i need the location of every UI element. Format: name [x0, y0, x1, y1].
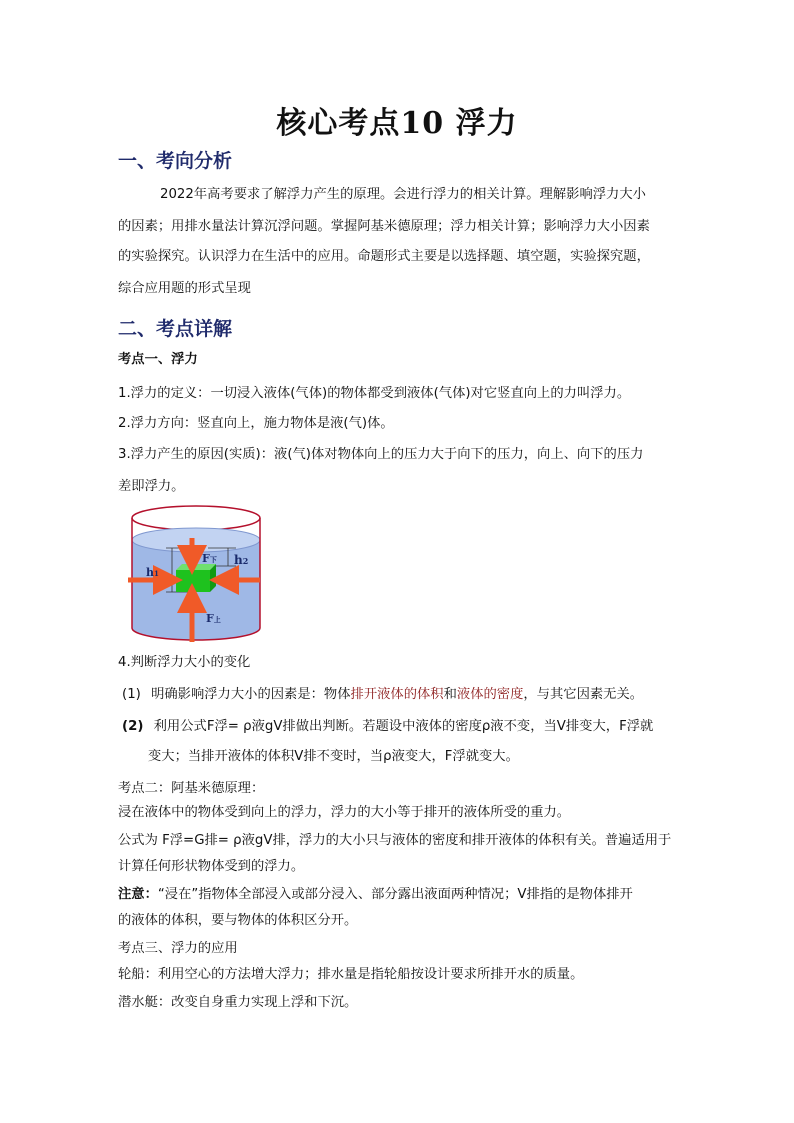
ship-application: 轮船：利用空心的方法增大浮力；排水量是指轮船按设计要求所排开水的质量。	[118, 967, 584, 982]
analysis-line-3: 的实验探究。认识浮力在生活中的应用。命题形式主要是以选择题、填空题，实验探究题，	[118, 249, 650, 264]
note-label: 注意：	[118, 887, 158, 902]
page-title: 核心考点10 浮力	[276, 106, 518, 141]
item-cause-line2: 差即浮力。	[118, 479, 185, 494]
judge-2-number: (2)	[122, 719, 144, 734]
section-heading-analysis: 一、考向分析	[118, 150, 233, 172]
cube-top-face	[176, 564, 216, 570]
judge-1-density: 液体的密度	[456, 687, 524, 702]
label-f-down: F下	[202, 552, 217, 565]
water-surface	[132, 528, 260, 552]
point3-title: 考点三、浮力的应用	[118, 941, 238, 956]
note-text: “浸在”指物体全部浸入或部分浸入、部分露出液面两种情况；V排指的是物体排开	[157, 887, 633, 902]
submarine-application: 潜水艇：改变自身重力实现上浮和下沉。	[118, 995, 358, 1010]
point2-statement: 浸在液体中的物体受到向上的浮力，浮力的大小等于排开的液体所受的重力。	[118, 805, 571, 820]
item-cause-line1: 3.浮力产生的原因(实质)：液(气)体对物体向上的压力大于向下的压力，向上、向下的压力	[118, 447, 644, 462]
cube-front-face	[176, 570, 210, 592]
formula-line2: 计算任何形状物体受到的浮力。	[118, 859, 305, 874]
label-f-up: F上	[206, 612, 221, 625]
judge-1	[122, 684, 643, 706]
label-h1: h1	[146, 566, 159, 579]
judge-1-volume: 排开液体的体积	[350, 687, 444, 702]
item-definition: 1.浮力的定义：一切浸入液体(气体)的物体都受到液体(气体)对它竖直向上的力叫浮力。	[118, 386, 631, 401]
judge-1-tail: ，与其它因素无关。	[523, 687, 644, 702]
judge-2-line2: 变大；当排开液体的体积V排不变时，当ρ液变大，F浮就变大。	[148, 749, 519, 764]
judge-1-number: (1)	[122, 687, 141, 702]
container-rim	[132, 506, 260, 530]
analysis-line-4: 综合应用题的形式呈现	[118, 281, 251, 296]
point1-title: 考点一、浮力	[118, 352, 198, 367]
item-judge-change: 4.判断浮力大小的变化	[118, 655, 251, 670]
note-line2: 的液体的体积，要与物体的体积区分开。	[118, 913, 358, 928]
judge-2-line1	[122, 716, 653, 738]
note-line1	[118, 884, 633, 906]
formula-line1: 公式为 F浮=G排= ρ液gV排，浮力的大小只与液体的密度和排开液体的体积有关。普遍适用于	[118, 833, 672, 848]
item-direction: 2.浮力方向：竖直向上，施力物体是液(气)体。	[118, 416, 394, 431]
label-h2: h2	[234, 553, 249, 567]
judge-1-lead: 明确影响浮力大小的因素是：物体	[151, 687, 351, 702]
point2-title: 考点二：阿基米德原理：	[118, 781, 265, 796]
analysis-line-2: 的因素；用排水量法计算沉浮问题。掌握阿基米德原理；浮力相关计算；影响浮力大小因素	[118, 219, 650, 234]
buoyancy-diagram	[128, 500, 268, 648]
analysis-line-1: 2022年高考要求了解浮力产生的原理。会进行浮力的相关计算。理解影响浮力大小	[160, 187, 646, 202]
judge-2-text: 利用公式F浮= ρ液gV排做出判断。若题设中液体的密度ρ液不变，当V排变大，F浮就	[153, 719, 654, 734]
judge-1-and: 和	[443, 687, 457, 702]
section-heading-details: 二、考点详解	[118, 318, 233, 340]
